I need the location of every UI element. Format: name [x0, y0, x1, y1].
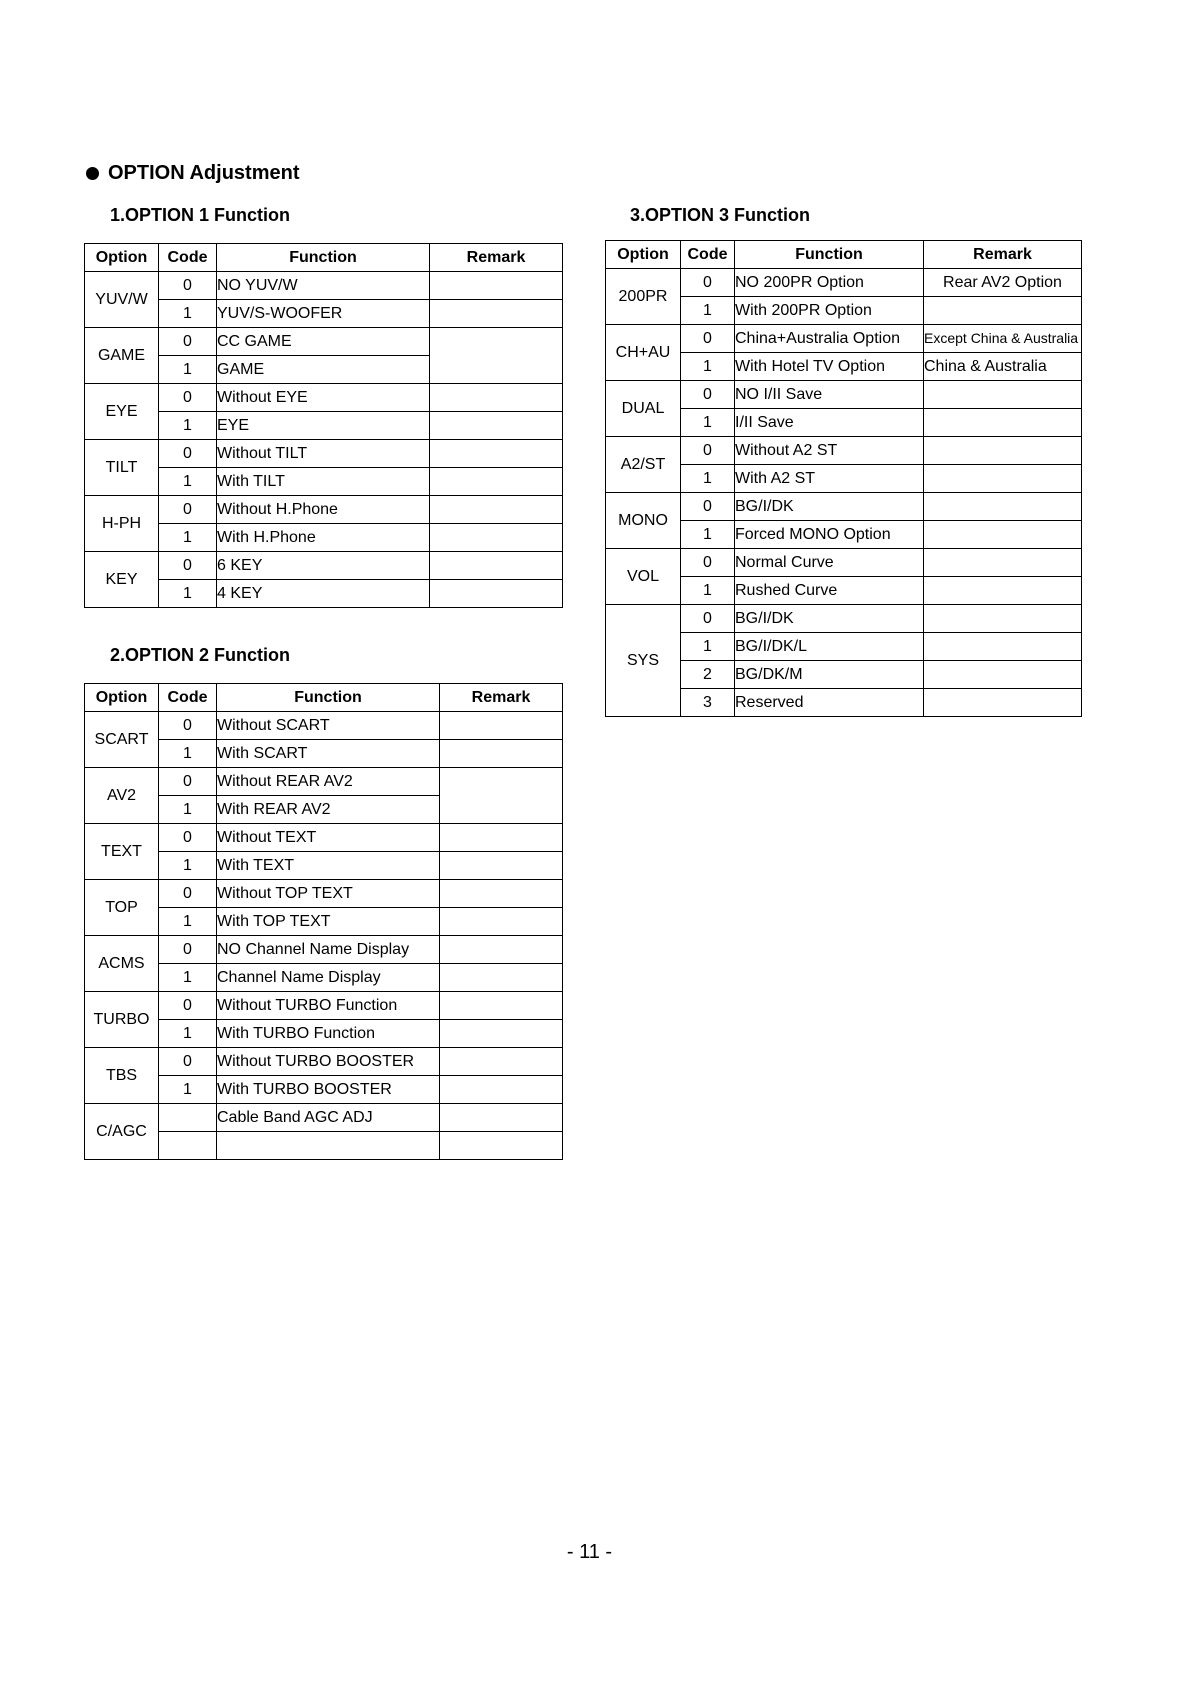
option-cell: AV2	[85, 768, 159, 824]
remark-cell	[924, 689, 1082, 717]
code-cell: 3	[681, 689, 735, 717]
code-cell: 0	[159, 496, 217, 524]
function-cell: 6 KEY	[217, 552, 430, 580]
remark-cell	[430, 300, 563, 328]
code-cell: 1	[159, 1076, 217, 1104]
remark-cell	[924, 465, 1082, 493]
table-row	[85, 824, 563, 852]
function-cell: Without TURBO BOOSTER	[217, 1048, 440, 1076]
function-cell: With A2 ST	[735, 465, 924, 493]
code-cell: 0	[681, 605, 735, 633]
remark-cell	[440, 768, 563, 824]
code-cell: 0	[159, 824, 217, 852]
remark-cell	[924, 521, 1082, 549]
remark-cell	[430, 440, 563, 468]
page-number: - 11 -	[566, 1541, 613, 1563]
code-cell: 1	[159, 740, 217, 768]
option-cell: TBS	[85, 1048, 159, 1104]
header-option: Option	[606, 241, 681, 269]
remark-cell	[430, 496, 563, 524]
header-row	[85, 684, 563, 712]
function-cell: Without EYE	[217, 384, 430, 412]
option-cell: TEXT	[85, 824, 159, 880]
remark-cell	[924, 633, 1082, 661]
header-function: Function	[217, 244, 430, 272]
remark-cell	[440, 908, 563, 936]
code-cell: 1	[681, 409, 735, 437]
code-cell: 1	[681, 633, 735, 661]
option-cell: ACMS	[85, 936, 159, 992]
table-row	[85, 496, 563, 524]
remark-cell	[924, 493, 1082, 521]
remark-cell	[440, 712, 563, 740]
function-cell: Without TURBO Function	[217, 992, 440, 1020]
remark-cell	[430, 468, 563, 496]
option-cell: YUV/W	[85, 272, 159, 328]
remark-cell	[440, 1076, 563, 1104]
code-cell: 0	[159, 936, 217, 964]
option-cell: GAME	[85, 328, 159, 384]
function-cell: With Hotel TV Option	[735, 353, 924, 381]
option-cell: 200PR	[606, 269, 681, 325]
function-cell: BG/I/DK/L	[735, 633, 924, 661]
code-cell: 1	[159, 300, 217, 328]
function-cell: CC GAME	[217, 328, 430, 356]
function-cell: Without TILT	[217, 440, 430, 468]
function-cell: China+Australia Option	[735, 325, 924, 353]
remark-cell	[440, 880, 563, 908]
header-function: Function	[217, 684, 440, 712]
table-row	[85, 936, 563, 964]
code-cell	[159, 1104, 217, 1132]
code-cell: 1	[159, 964, 217, 992]
header-function: Function	[735, 241, 924, 269]
code-cell: 1	[159, 852, 217, 880]
code-cell: 0	[681, 549, 735, 577]
table-row	[85, 880, 563, 908]
code-cell: 0	[159, 768, 217, 796]
option3-table	[605, 240, 1082, 717]
option-cell: H-PH	[85, 496, 159, 552]
option-cell: SYS	[606, 605, 681, 717]
table-row	[606, 437, 1082, 465]
code-cell: 0	[681, 437, 735, 465]
remark-cell	[440, 1132, 563, 1160]
option-cell: TOP	[85, 880, 159, 936]
header-code: Code	[159, 244, 217, 272]
code-cell: 1	[159, 580, 217, 608]
code-cell: 1	[159, 908, 217, 936]
remark-cell	[440, 852, 563, 880]
option1-table	[84, 243, 563, 608]
code-cell: 0	[681, 493, 735, 521]
header-row	[85, 244, 563, 272]
remark-cell	[430, 412, 563, 440]
code-cell: 1	[159, 796, 217, 824]
code-cell: 1	[681, 297, 735, 325]
remark-cell	[924, 549, 1082, 577]
option2-table	[84, 683, 563, 1160]
remark-cell	[440, 1048, 563, 1076]
header-remark: Remark	[924, 241, 1082, 269]
remark-cell	[440, 1020, 563, 1048]
remark-cell	[430, 272, 563, 300]
heading-text: OPTION Adjustment	[108, 162, 300, 184]
code-cell: 0	[159, 272, 217, 300]
code-cell: 0	[159, 552, 217, 580]
function-cell: Without A2 ST	[735, 437, 924, 465]
code-cell: 0	[159, 384, 217, 412]
option-cell: TILT	[85, 440, 159, 496]
remark-cell	[924, 409, 1082, 437]
code-cell: 0	[681, 381, 735, 409]
function-cell: Without TOP TEXT	[217, 880, 440, 908]
function-cell: With TURBO BOOSTER	[217, 1076, 440, 1104]
function-cell: NO Channel Name Display	[217, 936, 440, 964]
table-row	[85, 1104, 563, 1132]
remark-cell	[440, 740, 563, 768]
function-cell: With REAR AV2	[217, 796, 440, 824]
table-row	[606, 269, 1082, 297]
table-row	[85, 384, 563, 412]
option-cell: A2/ST	[606, 437, 681, 493]
function-cell: With H.Phone	[217, 524, 430, 552]
table-row	[85, 992, 563, 1020]
remark-cell	[430, 524, 563, 552]
table-row	[606, 325, 1082, 353]
remark-cell	[430, 552, 563, 580]
remark-cell	[924, 577, 1082, 605]
remark-cell	[430, 580, 563, 608]
code-cell: 0	[681, 325, 735, 353]
table3-title: 3.OPTION 3 Function	[630, 205, 811, 225]
option-cell: C/AGC	[85, 1104, 159, 1160]
function-cell: With 200PR Option	[735, 297, 924, 325]
function-cell: GAME	[217, 356, 430, 384]
code-cell: 0	[159, 1048, 217, 1076]
section-heading	[86, 162, 299, 185]
function-cell: With SCART	[217, 740, 440, 768]
code-cell: 1	[159, 468, 217, 496]
function-cell: With TURBO Function	[217, 1020, 440, 1048]
table-row	[606, 605, 1082, 633]
remark-cell	[924, 297, 1082, 325]
remark-cell	[440, 992, 563, 1020]
code-cell: 1	[681, 465, 735, 493]
function-cell: Normal Curve	[735, 549, 924, 577]
remark-cell	[430, 384, 563, 412]
remark-cell	[440, 964, 563, 992]
table-row	[85, 440, 563, 468]
table-row	[85, 712, 563, 740]
remark-cell: Rear AV2 Option	[924, 269, 1082, 297]
header-code: Code	[159, 684, 217, 712]
header-option: Option	[85, 244, 159, 272]
table1-title: 1.OPTION 1 Function	[110, 205, 291, 225]
function-cell: Without TEXT	[217, 824, 440, 852]
option-cell: TURBO	[85, 992, 159, 1048]
table-row	[606, 381, 1082, 409]
function-cell: Without REAR AV2	[217, 768, 440, 796]
table-row	[606, 493, 1082, 521]
table-row	[85, 768, 563, 796]
option-cell: MONO	[606, 493, 681, 549]
function-cell: YUV/S-WOOFER	[217, 300, 430, 328]
option-cell: VOL	[606, 549, 681, 605]
remark-cell	[924, 605, 1082, 633]
function-cell	[217, 1132, 440, 1160]
function-cell: BG/DK/M	[735, 661, 924, 689]
remark-cell	[924, 437, 1082, 465]
table2-title: 2.OPTION 2 Function	[110, 645, 291, 665]
table-row	[85, 328, 563, 356]
function-cell: NO 200PR Option	[735, 269, 924, 297]
option-cell: DUAL	[606, 381, 681, 437]
remark-cell	[430, 328, 563, 384]
function-cell: Without SCART	[217, 712, 440, 740]
function-cell: With TEXT	[217, 852, 440, 880]
header-option: Option	[85, 684, 159, 712]
code-cell: 0	[159, 328, 217, 356]
function-cell: NO I/II Save	[735, 381, 924, 409]
code-cell: 0	[159, 992, 217, 1020]
remark-cell	[924, 381, 1082, 409]
option-cell: SCART	[85, 712, 159, 768]
code-cell: 1	[159, 1020, 217, 1048]
code-cell: 1	[159, 412, 217, 440]
header-row	[606, 241, 1082, 269]
remark-cell	[924, 661, 1082, 689]
function-cell: Forced MONO Option	[735, 521, 924, 549]
option-cell: KEY	[85, 552, 159, 608]
function-cell: Without H.Phone	[217, 496, 430, 524]
code-cell: 1	[681, 521, 735, 549]
table-row	[85, 1048, 563, 1076]
header-remark: Remark	[440, 684, 563, 712]
table-row	[606, 549, 1082, 577]
code-cell: 2	[681, 661, 735, 689]
code-cell: 1	[681, 353, 735, 381]
bullet-icon	[86, 167, 99, 180]
code-cell: 1	[681, 577, 735, 605]
remark-cell	[440, 1104, 563, 1132]
function-cell: BG/I/DK	[735, 605, 924, 633]
remark-cell: Except China & Australia	[924, 325, 1082, 353]
remark-cell: China & Australia	[924, 353, 1082, 381]
table-row	[85, 552, 563, 580]
function-cell: Rushed Curve	[735, 577, 924, 605]
code-cell: 1	[159, 356, 217, 384]
function-cell: With TILT	[217, 468, 430, 496]
remark-cell	[440, 936, 563, 964]
code-cell: 0	[681, 269, 735, 297]
option-cell: CH+AU	[606, 325, 681, 381]
function-cell: With TOP TEXT	[217, 908, 440, 936]
header-remark: Remark	[430, 244, 563, 272]
code-cell: 0	[159, 880, 217, 908]
code-cell: 0	[159, 712, 217, 740]
code-cell: 0	[159, 440, 217, 468]
function-cell: I/II Save	[735, 409, 924, 437]
function-cell: Channel Name Display	[217, 964, 440, 992]
code-cell	[159, 1132, 217, 1160]
function-cell: NO YUV/W	[217, 272, 430, 300]
function-cell: Cable Band AGC ADJ	[217, 1104, 440, 1132]
remark-cell	[440, 824, 563, 852]
function-cell: Reserved	[735, 689, 924, 717]
function-cell: BG/I/DK	[735, 493, 924, 521]
option-cell: EYE	[85, 384, 159, 440]
table-row	[85, 272, 563, 300]
function-cell: 4 KEY	[217, 580, 430, 608]
code-cell: 1	[159, 524, 217, 552]
header-code: Code	[681, 241, 735, 269]
function-cell: EYE	[217, 412, 430, 440]
